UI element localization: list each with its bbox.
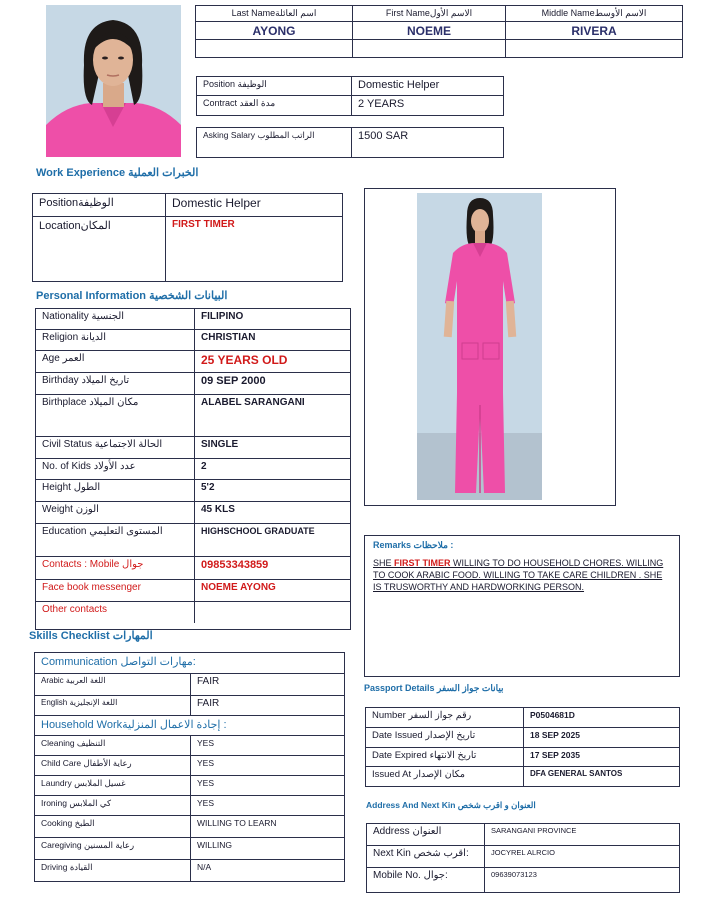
name-blank-cell	[506, 40, 682, 57]
name-blank-cell	[196, 40, 353, 57]
passport-number-label: Number رقم جواز السفر	[366, 708, 524, 727]
work-experience-table	[32, 193, 343, 282]
first-name-value: NOEME	[353, 22, 506, 39]
address-title: Address And Next Kin العنوان و اقرب شخص	[366, 800, 536, 810]
contract-value: 2 YEARS	[358, 98, 405, 110]
civil-status-label: Civil Status الحالة الاجتماعية	[36, 437, 195, 458]
next-kin-label: Next Kin اقرب شخص:	[367, 846, 485, 867]
nationality-value: FILIPINO	[201, 311, 244, 322]
cooking-value: WILLING TO LEARN	[197, 818, 277, 828]
skills-title: Skills Checklist المهارات	[29, 630, 153, 642]
nationality-label: Nationality الجنسية	[36, 309, 195, 329]
arabic-label: Arabic اللغة العربية	[35, 674, 191, 695]
remarks-text-block	[373, 557, 671, 593]
contract-label: Contract مدة العقد	[197, 96, 352, 115]
work-location-value: FIRST TIMER	[172, 219, 235, 230]
cooking-label: Cooking الطبخ	[35, 816, 191, 837]
passport-table	[365, 707, 680, 787]
weight-value: 45 KLS	[201, 504, 235, 515]
address-label: Address العنوان	[367, 824, 485, 845]
work-location-label: Locationالمكان	[33, 217, 166, 281]
remarks-highlight: FIRST TIMER	[394, 558, 451, 568]
remarks-body: WILLING TO DO HOUSEHOLD CHORES. WILLING TO COOK ARABIC FOOD. WILLING TO TAKE CARE CHILDREN . SHE IS TRUSWORTHY AND HARDWORKING PERSON.	[373, 558, 664, 592]
ironing-value: YES	[197, 798, 215, 808]
date-issued-label: Date Issued تاريخ الإصدار	[366, 728, 524, 747]
caregiving-value: WILLING	[197, 840, 232, 850]
civil-status-value: SINGLE	[201, 439, 239, 450]
religion-label: Religion الديانة	[36, 330, 195, 350]
birthplace-value: ALABEL SARANGANI	[201, 397, 305, 408]
cleaning-label: Cleaning التنظيف	[35, 736, 191, 755]
personal-info-title: Personal Information البيانات الشخصية	[36, 290, 228, 302]
communication-title: Communication مهارات التواصل:	[41, 656, 196, 668]
job-table	[196, 76, 504, 116]
date-issued-value: 18 SEP 2025	[530, 730, 580, 740]
english-value: FAIR	[197, 698, 220, 709]
last-name-value: AYONG	[196, 22, 353, 39]
child-care-value: YES	[197, 758, 215, 768]
address-table	[366, 823, 680, 893]
date-expired-value: 17 SEP 2035	[530, 750, 580, 760]
ironing-label: Ironing كي الملابس	[35, 796, 191, 815]
last-name-header: Last Nameاسم العائلة	[196, 6, 353, 21]
laundry-value: YES	[197, 778, 215, 788]
birthday-value: 09 SEP 2000	[201, 375, 266, 387]
facebook-label: Face book messenger	[36, 580, 195, 601]
work-experience-title: Work Experience الخبرات العملية	[36, 167, 199, 179]
address-value: SARANGANI PROVINCE	[491, 826, 577, 835]
issued-at-value: DFA GENERAL SANTOS	[530, 769, 623, 778]
remarks-prefix: SHE	[373, 558, 395, 568]
next-kin-value: JOCYREL ALRCIO	[491, 848, 555, 857]
driving-label: Driving القيادة	[35, 860, 191, 881]
position-label: Position الوظيفة	[197, 77, 352, 95]
religion-value: CHRISTIAN	[201, 332, 256, 343]
remarks-title: Remarks ملاحظات :	[373, 540, 454, 550]
age-value: 25 YEARS OLD	[201, 353, 288, 367]
laundry-label: Laundry غسيل الملابس	[35, 776, 191, 795]
skills-table	[34, 652, 345, 882]
kin-mobile-value: 09639073123	[491, 870, 537, 879]
english-label: English اللغة الإنجليزية	[35, 696, 191, 715]
salary-value: 1500 SAR	[358, 130, 409, 142]
date-expired-label: Date Expired تاريخ الانتهاء	[366, 748, 524, 766]
full-body-photo	[417, 193, 542, 500]
middle-name-value: RIVERA	[571, 23, 617, 38]
education-value: HIGHSCHOOL GRADUATE	[201, 526, 315, 536]
personal-info-table	[35, 308, 351, 630]
other-contacts-label: Other contacts	[36, 602, 195, 623]
birthplace-label: Birthplace مكان الميلاد	[36, 395, 195, 436]
height-label: Height الطول	[36, 480, 195, 501]
salary-table	[196, 127, 504, 158]
salary-label: Asking Salary الراتب المطلوب	[197, 128, 352, 157]
child-care-label: Child Care رعاية الأطفال	[35, 756, 191, 775]
kids-value: 2	[201, 461, 207, 472]
first-name-header: First Nameالاسم الأول	[353, 6, 506, 21]
work-position-value: Domestic Helper	[172, 196, 261, 210]
remarks-box	[364, 535, 680, 677]
driving-value: N/A	[197, 862, 212, 872]
age-label: Age العمر	[36, 351, 195, 372]
position-value: Domestic Helper	[358, 79, 440, 91]
household-title: Household Workإجادة الاعمال المنزلية :	[41, 719, 227, 731]
mobile-label: Contacts : Mobile جوال	[36, 557, 195, 579]
mobile-value: 09853343859	[201, 559, 269, 571]
education-label: Education المستوى التعليمي	[36, 524, 195, 556]
height-value: 5'2	[201, 482, 215, 493]
cleaning-value: YES	[197, 738, 215, 748]
middle-name-header: Middle Nameالاسم الأوسط	[541, 8, 647, 18]
other-contacts-value	[195, 602, 350, 623]
birthday-label: Birthday تاريخ الميلاد	[36, 373, 195, 394]
name-blank-cell	[353, 40, 506, 57]
arabic-value: FAIR	[197, 676, 220, 687]
issued-at-label: Issued At مكان الإصدار	[366, 767, 524, 786]
weight-label: Weight الوزن	[36, 502, 195, 523]
kids-label: No. of Kids عدد الأولاد	[36, 459, 195, 479]
passport-number-value: P0504681D	[530, 710, 575, 720]
name-table	[195, 5, 683, 58]
facebook-value: NOEME AYONG	[201, 582, 276, 593]
kin-mobile-label: Mobile No. جوال:	[367, 868, 485, 892]
headshot-photo	[46, 5, 181, 157]
passport-title: Passport Details بيانات جواز السفر	[364, 683, 504, 693]
caregiving-label: Caregiving رعاية المسنين	[35, 838, 191, 859]
work-position-label: Positionالوظيفة	[33, 194, 166, 216]
